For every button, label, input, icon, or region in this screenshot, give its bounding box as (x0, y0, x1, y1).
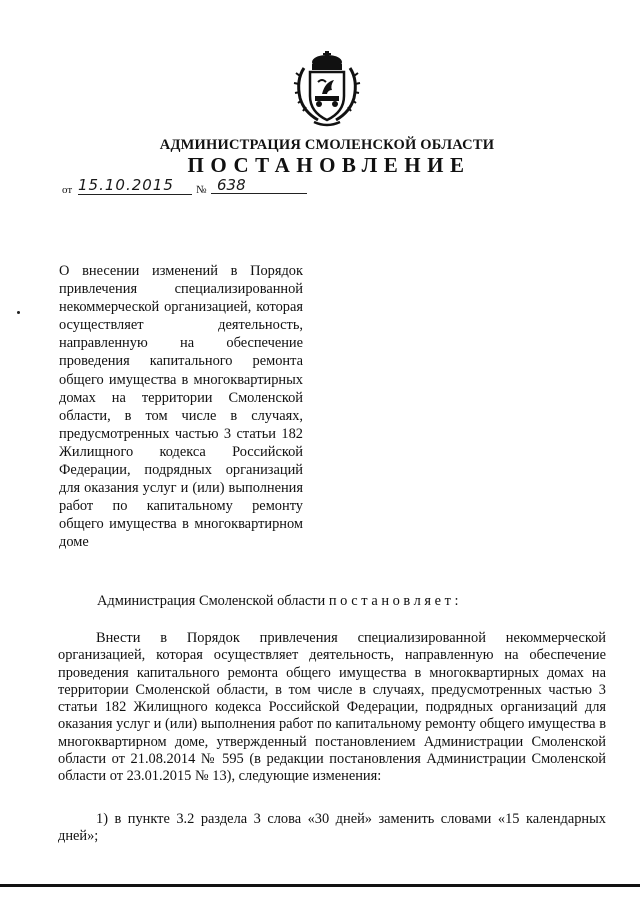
organization-title: АДМИНИСТРАЦИЯ СМОЛЕНСКОЙ ОБЛАСТИ (159, 137, 495, 153)
body-paragraph: Внести в Порядок привлечения специализированной некоммерческой организацией, которая осуществляет деятельность, направленную на обеспечение проведения капитального ремонта общего имущества в многоквартирных домах на территории Смоленской области, в том числе в случаях, предусмотренных частью 3 статьи 182 Жилищного кодекса Российской Федерации, подрядных организаций для оказания услуг и (или) выполнения работ по капитальному ремонту общего имущества в многоквартирном доме, утвержденный постановлением Администрации Смоленской области от 21.08.2014 № 595 (в редакции постановления Администрации Смоленской области от 23.01.2015 № 13), следующие изменения: (58, 630, 606, 785)
margin-dot (17, 311, 20, 314)
preamble-subject: Администрация Смоленской области (97, 593, 326, 609)
registration-line (62, 176, 312, 196)
coat-of-arms-icon (292, 50, 362, 130)
date-prefix: от (62, 184, 73, 196)
document-number: 638 (211, 176, 307, 194)
number-prefix: № (196, 184, 207, 196)
page-bottom-rule (0, 884, 640, 887)
preamble-verb: постановляет: (328, 593, 463, 609)
preamble (97, 592, 597, 610)
document-date: 15.10.2015 (78, 176, 192, 195)
document-type-title: ПОСТАНОВЛЕНИЕ (187, 153, 471, 177)
body-item-1: 1) в пункте 3.2 раздела 3 слова «30 дней» заменить словами «15 календарных дней»; (58, 811, 606, 845)
document-subject: О внесении изменений в Порядок привлечения специализированной некоммерческой организацией, которая осуществляет деятельность, направленную на обеспечение проведения капитального ремонта общего имущества в многоквартирных домах на территории Смоленской области, в том числе в случаях, предусмотренных частью 3 статьи 182 Жилищного кодекса Российской Федерации, подрядных организаций для оказания услуг и (или) выполнения работ по капитальному ремонту общего имущества в многоквартирном доме (59, 263, 303, 551)
